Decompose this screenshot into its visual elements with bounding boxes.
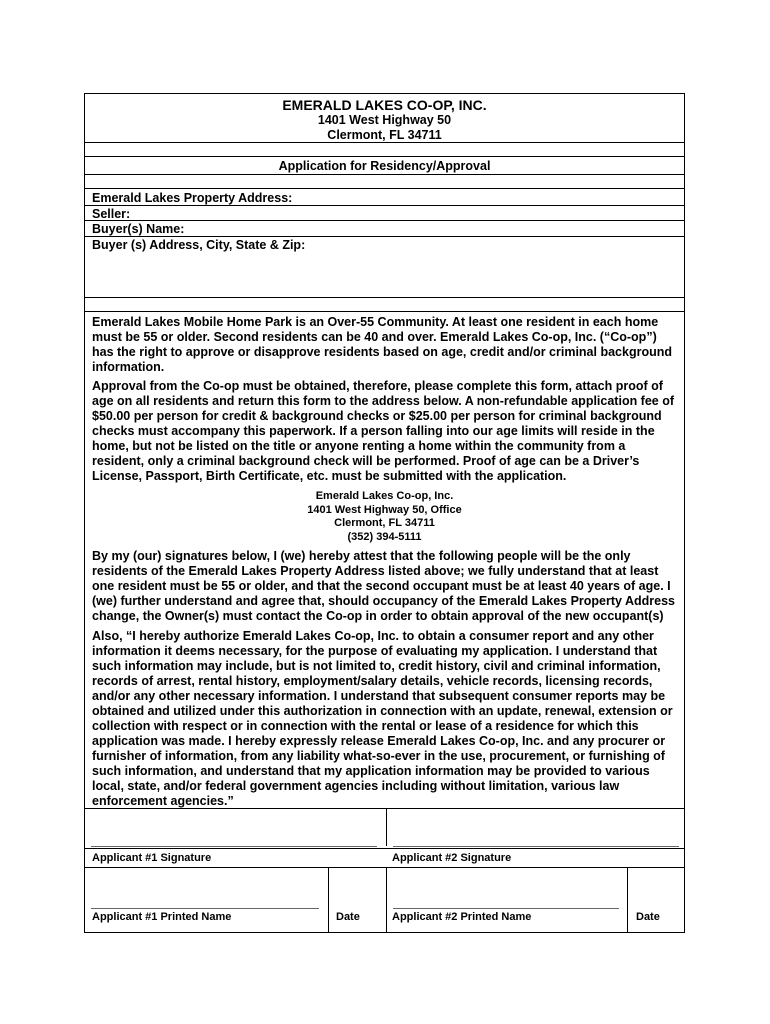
residency-application-form — [84, 93, 685, 933]
seller-label: Seller: — [92, 207, 131, 221]
divider — [85, 297, 684, 298]
text-line: By my (our) signatures below, I (we) hereby attest that the following people will be the only — [92, 549, 631, 563]
text-line: such information may include, but is not limited to, credit history, civil and criminal information, — [92, 659, 661, 673]
text-line: must be 55 or older. Second residents can be 40 and over. Emerald Lakes Co-op, Inc. (“Co-op”) — [92, 330, 657, 344]
company-title: EMERALD LAKES CO-OP, INC. — [282, 97, 487, 113]
text-line: checks must accompany this paperwork. If a person falling into our age limits will reside in the — [92, 424, 655, 438]
property-address-label: Emerald Lakes Property Address: — [92, 191, 293, 205]
authorization-paragraph — [92, 629, 684, 809]
text-line: Emerald Lakes Mobile Home Park is an Over-55 Community. At least one resident in each home — [92, 315, 659, 329]
divider — [85, 188, 684, 189]
divider — [85, 867, 684, 868]
text-line: application was made. I hereby expressly release Emerald Lakes Co-op, Inc. and any procurer or — [92, 734, 666, 748]
divider — [85, 156, 684, 157]
text-line: home, but not be listed on the title or anyone renting a home within the community from a — [92, 439, 626, 453]
applicant1-printed-name-label: Applicant #1 Printed Name — [92, 911, 232, 923]
text-line: information. — [92, 360, 165, 374]
divider — [328, 867, 329, 932]
text-line: local, state, and/or federal government agencies including without limitation, various law — [92, 779, 620, 793]
divider — [85, 220, 684, 221]
text-line: information it deems necessary, for the purpose of evaluating my application. I understand that — [92, 644, 658, 658]
divider — [627, 867, 628, 932]
mail-phone: (352) 394-5111 — [347, 530, 422, 543]
form-title: Application for Residency/Approval — [278, 159, 491, 173]
applicant2-printed-name-label: Applicant #2 Printed Name — [392, 911, 532, 923]
applicant2-signature-label: Applicant #2 Signature — [392, 852, 512, 864]
divider — [85, 808, 684, 809]
divider — [386, 808, 387, 846]
divider — [85, 205, 684, 206]
applicant1-signature-line[interactable] — [91, 846, 377, 847]
text-line: collection with respect or in connection with the rental or lease of a residence for which this — [92, 719, 639, 733]
applicant2-printed-name-line[interactable] — [393, 908, 619, 909]
mail-name: Emerald Lakes Co-op, Inc. — [315, 490, 454, 502]
divider — [85, 236, 684, 237]
company-city: Clermont, FL 34711 — [327, 128, 442, 142]
buyer-address-label: Buyer (s) Address, City, State & Zip: — [92, 238, 306, 252]
text-line: residents of the Emerald Lakes Property Address listed above; we fully understand that at least — [92, 564, 659, 578]
text-line: change, the Owner(s) must contact the Co-op in order to obtain approval of the new occupant(s) — [92, 609, 664, 623]
divider — [85, 311, 684, 312]
text-line: one resident must be 55 or older, and that the second occupant must be at least 40 years of age. I — [92, 579, 671, 593]
date2-label: Date — [636, 911, 660, 923]
mail-street: 1401 West Highway 50, Office — [307, 503, 462, 516]
text-line: obtained and utilized under this authorization in connection with an update, renewal, extension or — [92, 704, 673, 718]
text-line: and/or any other necessary information. I understand that subsequent consumer reports may be — [92, 689, 666, 703]
text-line: furnisher of information, from any liability what-so-ever in the use, procurement, or furnishing of — [92, 749, 665, 763]
divider — [85, 142, 684, 143]
buyer-name-label: Buyer(s) Name: — [92, 222, 185, 236]
text-line: License, Passport, Birth Certificate, etc. must be submitted with the application. — [92, 469, 567, 483]
applicant1-signature-label: Applicant #1 Signature — [92, 852, 212, 864]
text-line: age on all residents and return this form to the address below. A non-refundable application fee of — [92, 394, 675, 408]
applicant1-printed-name-line[interactable] — [91, 908, 319, 909]
divider — [386, 867, 387, 932]
mailing-address-block — [85, 490, 684, 544]
date1-label: Date — [336, 911, 360, 923]
text-line: $50.00 per person for credit & background checks or $25.00 per person for criminal background — [92, 409, 662, 423]
mail-city: Clermont, FL 34711 — [334, 517, 435, 529]
text-line: has the right to approve or disapprove residents based on age, credit and/or criminal background — [92, 345, 672, 359]
applicant2-signature-line[interactable] — [393, 846, 679, 847]
divider — [85, 848, 684, 849]
text-line: records of arrest, rental history, employment/salary details, vehicle records, licensing records, — [92, 674, 653, 688]
text-line: such information, and understand that my application information may be provided to various — [92, 764, 650, 778]
text-line: Also, “I hereby authorize Emerald Lakes Co-op, Inc. to obtain a consumer report and any other — [92, 629, 654, 643]
text-line: enforcement agencies.” — [92, 794, 234, 808]
fee-instructions-paragraph — [92, 379, 684, 484]
age-policy-paragraph — [92, 315, 684, 375]
company-street: 1401 West Highway 50 — [317, 113, 452, 127]
attestation-paragraph — [92, 549, 684, 624]
divider — [85, 174, 684, 175]
text-line: Approval from the Co-op must be obtained, therefore, please complete this form, attach proof of — [92, 379, 663, 393]
text-line: (we) further understand and agree that, should occupancy of the Emerald Lakes Property Address — [92, 594, 675, 608]
text-line: resident, only a criminal background check will be performed. Proof of age can be a Driver’s — [92, 454, 640, 468]
